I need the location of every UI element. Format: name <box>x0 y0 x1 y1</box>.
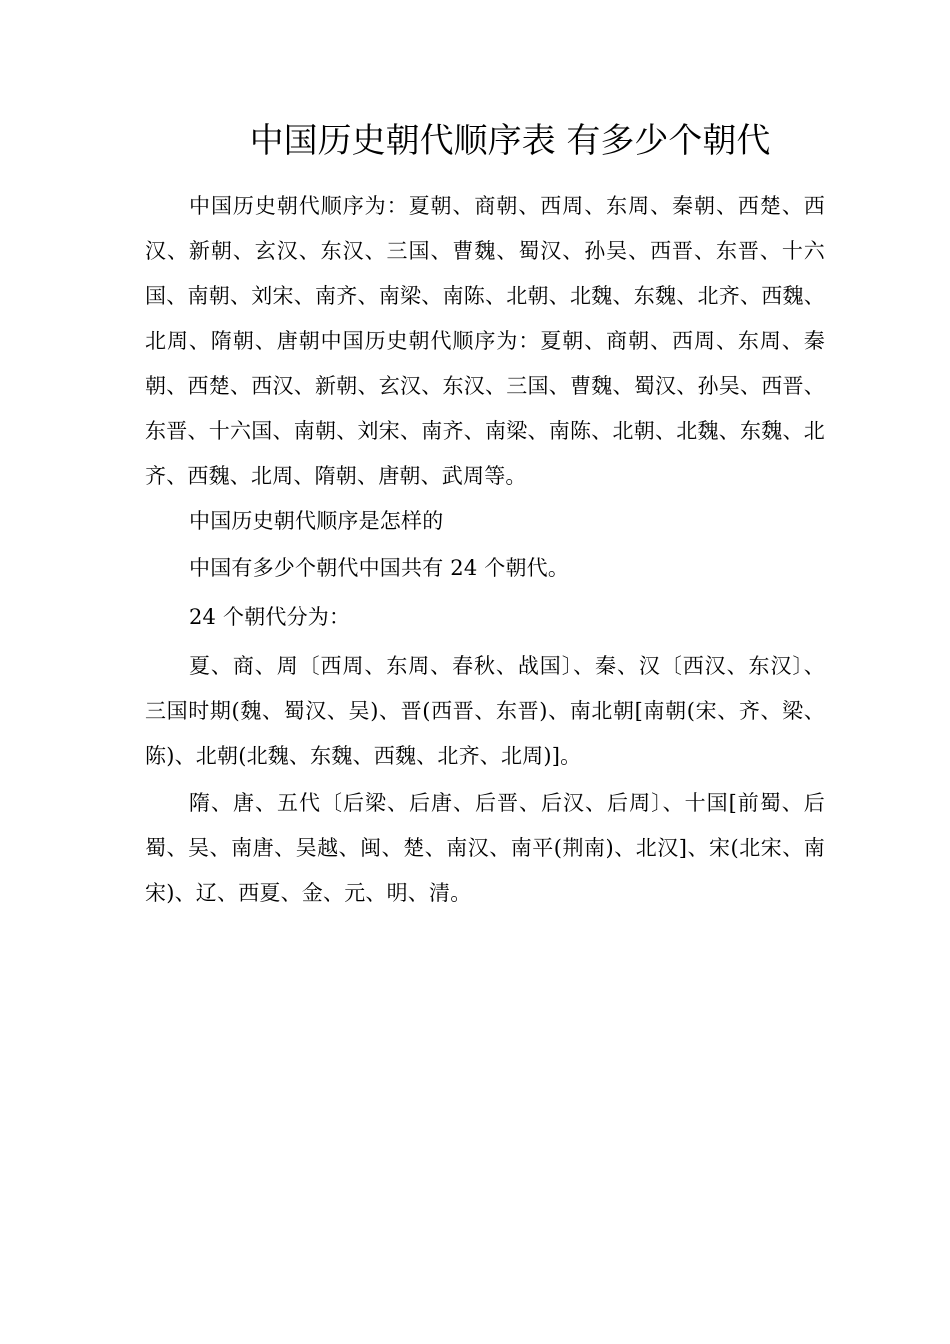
paragraph-dynasty-order: 中国历史朝代顺序为：夏朝、商朝、西周、东周、秦朝、西楚、西汉、新朝、玄汉、东汉、三国、曹魏、蜀汉、孙吴、西晋、东晋、十六国、南朝、刘宋、南齐、南梁、南陈、北朝、北魏、东魏、北齐、西魏、北周、隋朝、唐朝中国历史朝代顺序为：夏朝、商朝、西周、东周、秦朝、西楚、西汉、新朝、玄汉、东汉、三国、曹魏、蜀汉、孙吴、西晋、东晋、十六国、南朝、刘宋、南齐、南梁、南陈、北朝、北魏、东魏、北齐、西魏、北周、隋朝、唐朝、武周等。 <box>145 194 825 488</box>
paragraph-question-order: 中国历史朝代顺序是怎样的 <box>189 509 444 533</box>
paragraph-early-dynasties: 夏、商、周〔西周、东周、春秋、战国〕、秦、汉〔西汉、东汉〕、三国时期(魏、蜀汉、吴)、晋(西晋、东晋)、南北朝[南朝(宋、齐、梁、陈)、北朝(北魏、东魏、西魏、北齐、北周)]。 <box>145 654 825 768</box>
document-title: 中国历史朝代顺序表 有多少个朝代 <box>249 121 771 161</box>
paragraph-later-dynasties: 隋、唐、五代〔后梁、后唐、后晋、后汉、后周〕、十国[前蜀、后蜀、吴、南唐、吴越、闽、楚、南汉、南平(荆南)、北汉]、宋(北宋、南宋)、辽、西夏、金、元、明、清。 <box>145 791 825 905</box>
paragraph-division-heading: 24 个朝代分为： <box>189 605 351 629</box>
document-body <box>145 184 825 916</box>
paragraph-dynasty-count: 中国有多少个朝代中国共有 24 个朝代。 <box>189 556 570 580</box>
